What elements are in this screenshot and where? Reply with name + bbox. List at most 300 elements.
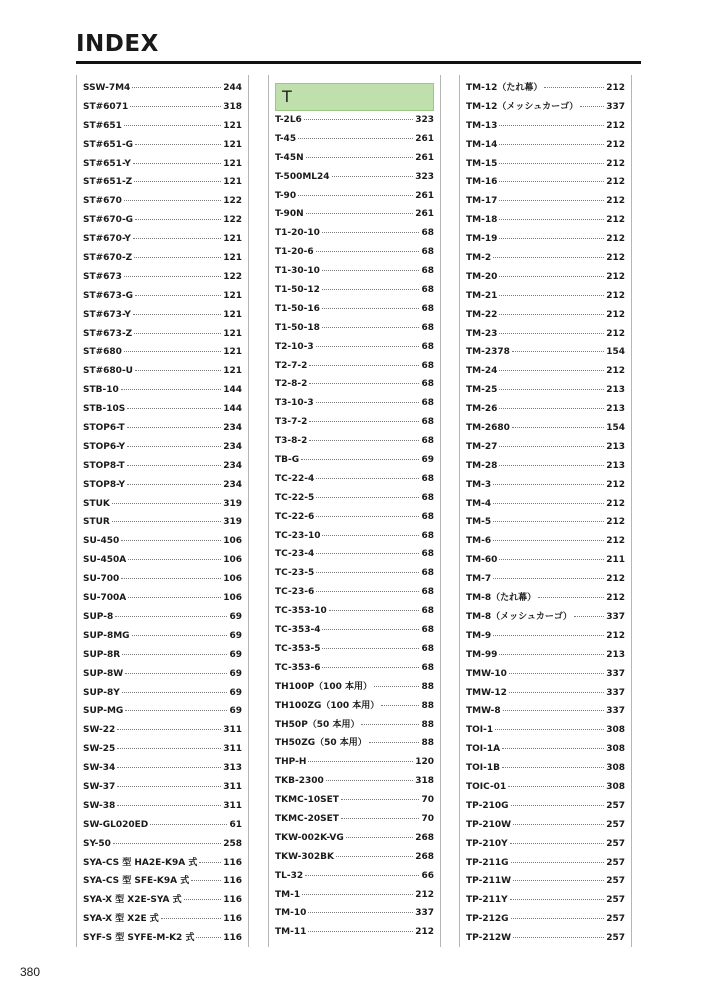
entry-name: ST#680-U	[83, 366, 133, 377]
entry-page: 261	[415, 209, 434, 220]
index-entry	[275, 375, 434, 394]
entry-page: 211	[606, 555, 625, 566]
index-entry	[466, 608, 625, 627]
index-entry	[466, 532, 625, 551]
entry-name: T1-20-10	[275, 228, 320, 239]
entry-page: 212	[606, 177, 625, 188]
leader-dots	[132, 627, 228, 636]
leader-dots	[130, 98, 221, 107]
leader-dots	[493, 627, 604, 636]
entry-page: 144	[223, 385, 242, 396]
leader-dots	[538, 589, 604, 598]
entry-name: T1-20-6	[275, 247, 314, 258]
entry-page: 257	[606, 819, 625, 830]
leader-dots	[499, 381, 604, 390]
entry-page: 121	[223, 290, 242, 301]
index-entry	[275, 904, 434, 923]
entry-page: 121	[223, 234, 242, 245]
entry-name: SYA-X 型 X2E-SYA 式	[83, 895, 182, 906]
entry-name: TM-19	[466, 234, 498, 245]
leader-dots	[124, 117, 221, 126]
entry-page: 69	[229, 630, 242, 641]
index-entry	[275, 451, 434, 470]
entry-name: TP-211W	[466, 876, 512, 887]
entry-name: T1-50-16	[275, 303, 320, 314]
entry-name: TM-17	[466, 196, 498, 207]
entry-name: TP-210Y	[466, 838, 508, 849]
leader-dots	[499, 400, 604, 409]
entry-name: TC-23-5	[275, 568, 315, 579]
leader-dots	[502, 740, 604, 749]
entry-page: 212	[606, 366, 625, 377]
entry-name: T2-8-2	[275, 379, 308, 390]
leader-dots	[499, 287, 604, 296]
entry-name: TM-11	[275, 927, 307, 938]
index-column-3	[459, 75, 632, 947]
entry-name: SUP-8MG	[83, 630, 130, 641]
index-entry	[83, 136, 242, 155]
entry-name: TM-28	[466, 460, 498, 471]
index-entry	[466, 891, 625, 910]
leader-dots	[309, 375, 419, 384]
index-entry	[466, 438, 625, 457]
index-entry	[275, 545, 434, 564]
entry-name: ST#670-Y	[83, 234, 131, 245]
index-entry	[466, 155, 625, 174]
leader-dots	[322, 300, 420, 309]
index-entry	[466, 476, 625, 495]
index-entry	[83, 268, 242, 287]
index-entry	[83, 721, 242, 740]
index-entry	[83, 343, 242, 362]
leader-dots	[346, 829, 413, 838]
entry-page: 68	[421, 247, 434, 258]
entry-page: 212	[606, 234, 625, 245]
entry-page: 213	[606, 441, 625, 452]
leader-dots	[361, 716, 419, 725]
entry-name: SYF-S 型 SYFE-M-K2 式	[83, 933, 195, 944]
index-entry	[466, 287, 625, 306]
entry-page: 66	[421, 870, 434, 881]
entry-page: 68	[421, 228, 434, 239]
leader-dots	[302, 886, 413, 895]
leader-dots	[511, 910, 605, 919]
index-entry	[275, 470, 434, 489]
index-entry	[466, 665, 625, 684]
entry-page: 212	[606, 328, 625, 339]
entry-page: 68	[421, 285, 434, 296]
entry-name: STUK	[83, 498, 110, 509]
entry-page: 313	[223, 763, 242, 774]
index-entry	[275, 300, 434, 319]
entry-name: TM-60	[466, 555, 498, 566]
entry-name: TM-27	[466, 441, 498, 452]
leader-dots	[499, 268, 604, 277]
entry-page: 122	[223, 196, 242, 207]
index-entry	[466, 457, 625, 476]
entry-page: 212	[606, 309, 625, 320]
index-entry	[83, 117, 242, 136]
entry-page: 212	[606, 83, 625, 93]
entry-page: 68	[421, 266, 434, 277]
entry-page: 121	[223, 253, 242, 264]
entry-page: 261	[415, 152, 434, 163]
entry-page: 116	[223, 933, 242, 944]
entry-page: 268	[415, 851, 434, 862]
leader-dots	[122, 684, 228, 693]
entry-name: SU-700A	[83, 593, 127, 604]
index-entry	[275, 602, 434, 621]
entry-page: 213	[606, 385, 625, 396]
leader-dots	[309, 432, 419, 441]
entry-name: SW-38	[83, 800, 116, 811]
index-entry	[83, 608, 242, 627]
leader-dots	[341, 810, 420, 819]
index-entry	[275, 413, 434, 432]
index-entry	[275, 205, 434, 224]
entry-page: 68	[421, 473, 434, 484]
leader-dots	[115, 608, 227, 617]
entry-page: 69	[421, 455, 434, 466]
index-entry	[83, 665, 242, 684]
index-entry	[83, 249, 242, 268]
entry-name: STOP6-Y	[83, 441, 126, 452]
index-entry	[83, 740, 242, 759]
index-entry	[275, 319, 434, 338]
entry-page: 308	[606, 763, 625, 774]
entry-name: SW-GL020ED	[83, 819, 149, 830]
index-entry	[83, 627, 242, 646]
leader-dots	[316, 394, 420, 403]
leader-dots	[322, 319, 420, 328]
entry-name: TM-8（たれ幕）	[466, 593, 537, 604]
leader-dots	[509, 665, 604, 674]
index-entry	[275, 168, 434, 187]
entry-name: TMW-12	[466, 687, 507, 698]
entry-name: TC-23-6	[275, 587, 315, 598]
leader-dots	[184, 891, 222, 900]
entry-name: SU-450A	[83, 555, 127, 566]
index-entry	[275, 281, 434, 300]
leader-dots	[316, 564, 419, 573]
entry-page: 212	[606, 630, 625, 641]
index-entry	[275, 338, 434, 357]
index-entry	[83, 910, 242, 929]
entry-name: TC-23-10	[275, 530, 321, 541]
index-entry	[466, 117, 625, 136]
entry-name: TM-4	[466, 498, 492, 509]
index-entry	[83, 211, 242, 230]
entry-name: TKW-002K-VG	[275, 832, 344, 843]
entry-page: 311	[223, 744, 242, 755]
leader-dots	[374, 678, 419, 687]
entry-name: TC-22-5	[275, 492, 315, 503]
entry-page: 68	[421, 549, 434, 560]
entry-page: 261	[415, 190, 434, 201]
index-entry	[466, 816, 625, 835]
entry-page: 121	[223, 177, 242, 188]
entry-page: 154	[606, 347, 625, 358]
entry-page: 337	[606, 706, 625, 717]
index-entry	[466, 419, 625, 438]
index-entry	[466, 98, 625, 117]
entry-name: TP-212W	[466, 933, 512, 944]
leader-dots	[308, 904, 413, 913]
leader-dots	[134, 325, 221, 334]
index-column-1	[76, 75, 249, 947]
leader-dots	[513, 872, 604, 881]
entry-page: 337	[415, 908, 434, 919]
index-entry	[275, 753, 434, 772]
index-entry	[83, 306, 242, 325]
entry-name: TB-G	[275, 455, 300, 466]
leader-dots	[322, 640, 419, 649]
entry-name: STOP6-T	[83, 423, 125, 434]
index-entry	[466, 136, 625, 155]
index-entry	[466, 740, 625, 759]
entry-name: TM-6	[466, 536, 492, 547]
entry-name: TM-3	[466, 479, 492, 490]
entry-page: 244	[223, 83, 242, 93]
index-entry	[83, 419, 242, 438]
entry-page: 121	[223, 366, 242, 377]
leader-dots	[133, 306, 221, 315]
entry-page: 337	[606, 611, 625, 622]
leader-dots	[117, 778, 221, 787]
leader-dots	[322, 527, 419, 536]
entry-name: T-45	[275, 133, 297, 144]
entry-page: 120	[415, 757, 434, 768]
entry-page: 88	[421, 681, 434, 692]
leader-dots	[117, 721, 221, 730]
entry-name: ST#670-Z	[83, 253, 133, 264]
index-entry	[83, 400, 242, 419]
leader-dots	[499, 362, 604, 371]
index-column-2	[268, 75, 441, 947]
leader-dots	[336, 848, 413, 857]
index-entry	[275, 224, 434, 243]
entry-page: 69	[229, 649, 242, 660]
entry-name: TC-353-6	[275, 662, 321, 673]
index-entry	[275, 130, 434, 149]
leader-dots	[199, 854, 221, 863]
title-rule	[76, 61, 641, 64]
leader-dots	[127, 457, 222, 466]
entry-page: 308	[606, 781, 625, 792]
entry-name: TOIC-01	[466, 781, 507, 792]
entry-name: TM-5	[466, 517, 492, 528]
leader-dots	[128, 589, 221, 598]
entry-page: 116	[223, 857, 242, 868]
entry-name: T3-7-2	[275, 417, 308, 428]
index-entry	[83, 816, 242, 835]
entry-page: 268	[415, 832, 434, 843]
entry-page: 61	[229, 819, 242, 830]
leader-dots	[580, 98, 604, 107]
entry-page: 106	[223, 536, 242, 547]
index-entry	[83, 872, 242, 891]
entry-page: 106	[223, 574, 242, 585]
entry-name: SUP-8Y	[83, 687, 120, 698]
leader-dots	[127, 419, 222, 428]
leader-dots	[509, 684, 604, 693]
leader-dots	[316, 508, 419, 517]
entry-page: 106	[223, 555, 242, 566]
index-entry	[466, 362, 625, 381]
entry-page: 212	[606, 536, 625, 547]
entry-name: TC-23-4	[275, 549, 315, 560]
entry-name: TC-353-4	[275, 625, 321, 636]
entry-name: T1-50-12	[275, 285, 320, 296]
entry-page: 323	[415, 171, 434, 182]
index-entry	[275, 923, 434, 942]
entry-page: 257	[606, 895, 625, 906]
leader-dots	[499, 230, 604, 239]
entry-page: 257	[606, 800, 625, 811]
index-entry	[83, 589, 242, 608]
leader-dots	[502, 759, 604, 768]
entry-name: TM-7	[466, 574, 492, 585]
entry-page: 68	[421, 625, 434, 636]
index-entry	[275, 243, 434, 262]
entry-name: TM-20	[466, 271, 498, 282]
entry-page: 234	[223, 441, 242, 452]
entry-name: T1-50-18	[275, 322, 320, 333]
entry-name: ST#651-G	[83, 139, 134, 150]
leader-dots	[133, 230, 221, 239]
index-entry	[275, 564, 434, 583]
leader-dots	[135, 136, 221, 145]
entry-page: 261	[415, 133, 434, 144]
index-entry	[83, 759, 242, 778]
index-entry	[83, 684, 242, 703]
index-entry	[275, 716, 434, 735]
leader-dots	[309, 357, 419, 366]
entry-page: 68	[421, 379, 434, 390]
leader-dots	[508, 778, 604, 787]
entry-name: TP-211G	[466, 857, 509, 868]
leader-dots	[316, 470, 419, 479]
index-entry	[83, 287, 242, 306]
entry-page: 68	[421, 436, 434, 447]
leader-dots	[322, 281, 420, 290]
leader-dots	[499, 211, 604, 220]
leader-dots	[112, 513, 221, 522]
entry-page: 212	[606, 290, 625, 301]
entry-name: TOI-1B	[466, 763, 500, 774]
entry-name: TM-21	[466, 290, 498, 301]
entry-page: 212	[606, 253, 625, 264]
leader-dots	[510, 835, 605, 844]
entry-name: ST#6071	[83, 101, 129, 112]
entry-page: 234	[223, 423, 242, 434]
leader-dots	[134, 173, 221, 182]
index-entry	[83, 891, 242, 910]
leader-dots	[499, 136, 604, 145]
index-entry	[466, 551, 625, 570]
leader-dots	[499, 325, 604, 334]
leader-dots	[308, 923, 413, 932]
entry-name: TH100ZG（100 本用）	[275, 700, 380, 711]
leader-dots	[513, 816, 604, 825]
leader-dots	[304, 111, 413, 120]
leader-dots	[127, 400, 221, 409]
entry-page: 88	[421, 719, 434, 730]
entry-page: 121	[223, 328, 242, 339]
entry-page: 318	[415, 776, 434, 787]
entry-page: 116	[223, 895, 242, 906]
index-entry	[83, 476, 242, 495]
entry-page: 121	[223, 309, 242, 320]
index-entry	[275, 659, 434, 678]
entry-name: TH50P（50 本用）	[275, 719, 360, 730]
entry-page: 121	[223, 120, 242, 131]
index-entry	[275, 829, 434, 848]
entry-name: STUR	[83, 517, 110, 528]
entry-page: 116	[223, 876, 242, 887]
index-entry	[83, 98, 242, 117]
entry-page: 212	[606, 215, 625, 226]
index-entry	[466, 325, 625, 344]
entry-name: TH50ZG（50 本用）	[275, 738, 367, 749]
leader-dots	[499, 438, 604, 447]
index-entry	[83, 457, 242, 476]
leader-dots	[121, 381, 221, 390]
index-entry	[83, 362, 242, 381]
entry-name: TM-22	[466, 309, 498, 320]
entry-page: 69	[229, 687, 242, 698]
index-entry	[275, 508, 434, 527]
leader-dots	[132, 79, 221, 88]
index-entry	[466, 249, 625, 268]
leader-dots	[316, 243, 420, 252]
leader-dots	[511, 797, 605, 806]
entry-name: ST#651-Z	[83, 177, 133, 188]
index-entry	[83, 551, 242, 570]
leader-dots	[499, 457, 604, 466]
entry-page: 70	[421, 795, 434, 806]
index-entry	[83, 381, 242, 400]
entry-name: STOP8-Y	[83, 479, 126, 490]
entry-name: TM-10	[275, 908, 307, 919]
index-entry	[275, 489, 434, 508]
index-entry	[466, 495, 625, 514]
leader-dots	[298, 130, 413, 139]
entry-name: SW-22	[83, 725, 116, 736]
entry-name: SW-25	[83, 744, 116, 755]
entry-page: 212	[606, 196, 625, 207]
entry-page: 68	[421, 360, 434, 371]
entry-page: 311	[223, 781, 242, 792]
entry-page: 213	[606, 460, 625, 471]
page-title: INDEX	[76, 31, 159, 57]
entry-name: SUP-8	[83, 611, 114, 622]
entry-page: 116	[223, 914, 242, 925]
entry-name: TM-2	[466, 253, 492, 264]
entry-name: TMW-10	[466, 668, 507, 679]
leader-dots	[499, 155, 604, 164]
entry-page: 68	[421, 643, 434, 654]
leader-dots	[495, 721, 604, 730]
index-entry	[83, 438, 242, 457]
index-entry	[466, 513, 625, 532]
index-entry	[466, 702, 625, 721]
entry-name: SUP-MG	[83, 706, 124, 717]
entry-name: TOI-1A	[466, 744, 501, 755]
leader-dots	[121, 532, 221, 541]
entry-name: TP-211Y	[466, 895, 508, 906]
entry-name: SYA-CS 型 HA2E-K9A 式	[83, 857, 198, 868]
